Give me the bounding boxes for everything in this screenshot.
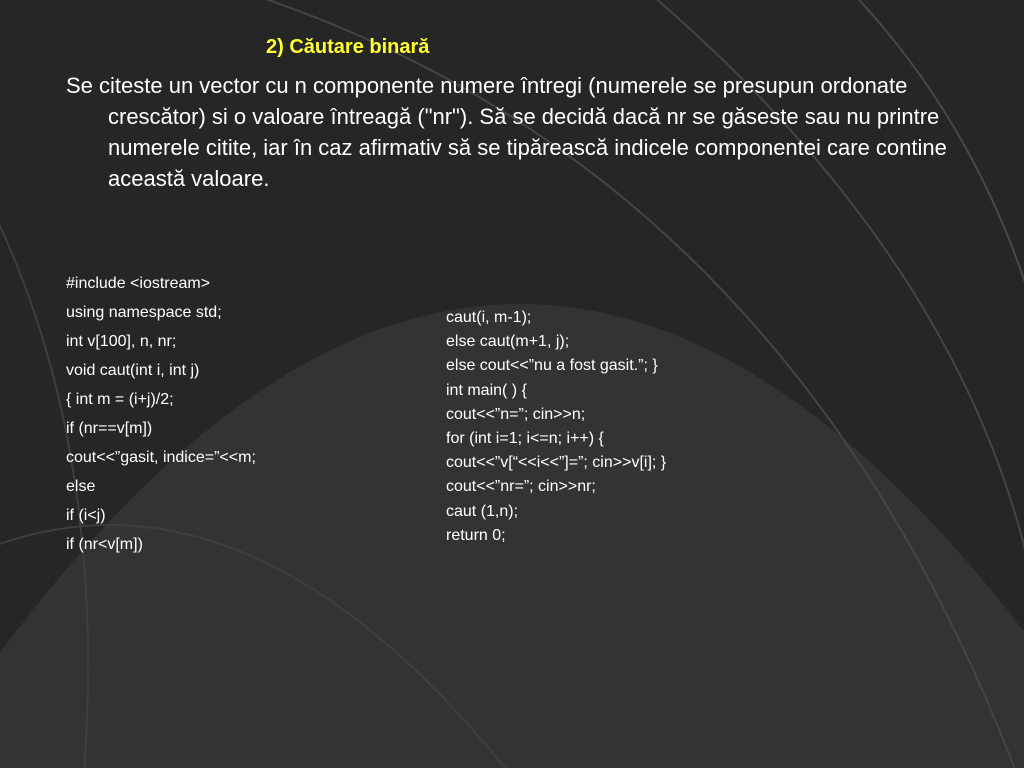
code-line: if (nr==v[m]) <box>66 420 153 437</box>
code-line: else <box>66 478 96 495</box>
code-line: caut (1,n); <box>446 502 519 520</box>
code-line: cout<<”gasit, indice=”<<m; <box>66 449 256 466</box>
code-line: for (int i=1; i<=n; i++) { <box>446 429 604 447</box>
code-line: void caut(int i, int j) <box>66 362 200 379</box>
code-line: cout<<”v[“<<i<<”]=”; cin>>v[i]; } <box>446 454 667 472</box>
slide-title: 2) Căutare binară <box>266 36 430 58</box>
code-column-right <box>446 306 666 548</box>
code-line: cout<<”nr=”; cin>>nr; <box>446 478 596 496</box>
code-line: return 0; <box>446 526 506 544</box>
code-line: int v[100], n, nr; <box>66 333 177 350</box>
code-line: if (nr<v[m]) <box>66 536 143 553</box>
code-line: caut(i, m-1); <box>446 309 532 326</box>
code-line: if (i<j) <box>66 507 106 524</box>
code-line: { int m = (i+j)/2; <box>66 391 174 408</box>
code-column-left <box>66 269 256 559</box>
code-line: else cout<<”nu a fost gasit.”; } <box>446 357 658 375</box>
code-line: #include <iostream> <box>66 275 211 292</box>
code-line: using namespace std; <box>66 304 222 321</box>
code-line: int main( ) { <box>446 381 527 399</box>
code-line: cout<<”n=”; cin>>n; <box>446 405 586 423</box>
problem-statement: Se citeste un vector cu n componente numere întregi (numerele se presupun ordonate crescător) si o valoare întreagă ("nr"). Să se decidă dacă nr se găseste sau nu printre numerele citite, iar în caz afirmativ să se tipărească indicele componentei care contine această valoare. <box>66 73 947 191</box>
code-line: else caut(m+1, j); <box>446 333 570 351</box>
